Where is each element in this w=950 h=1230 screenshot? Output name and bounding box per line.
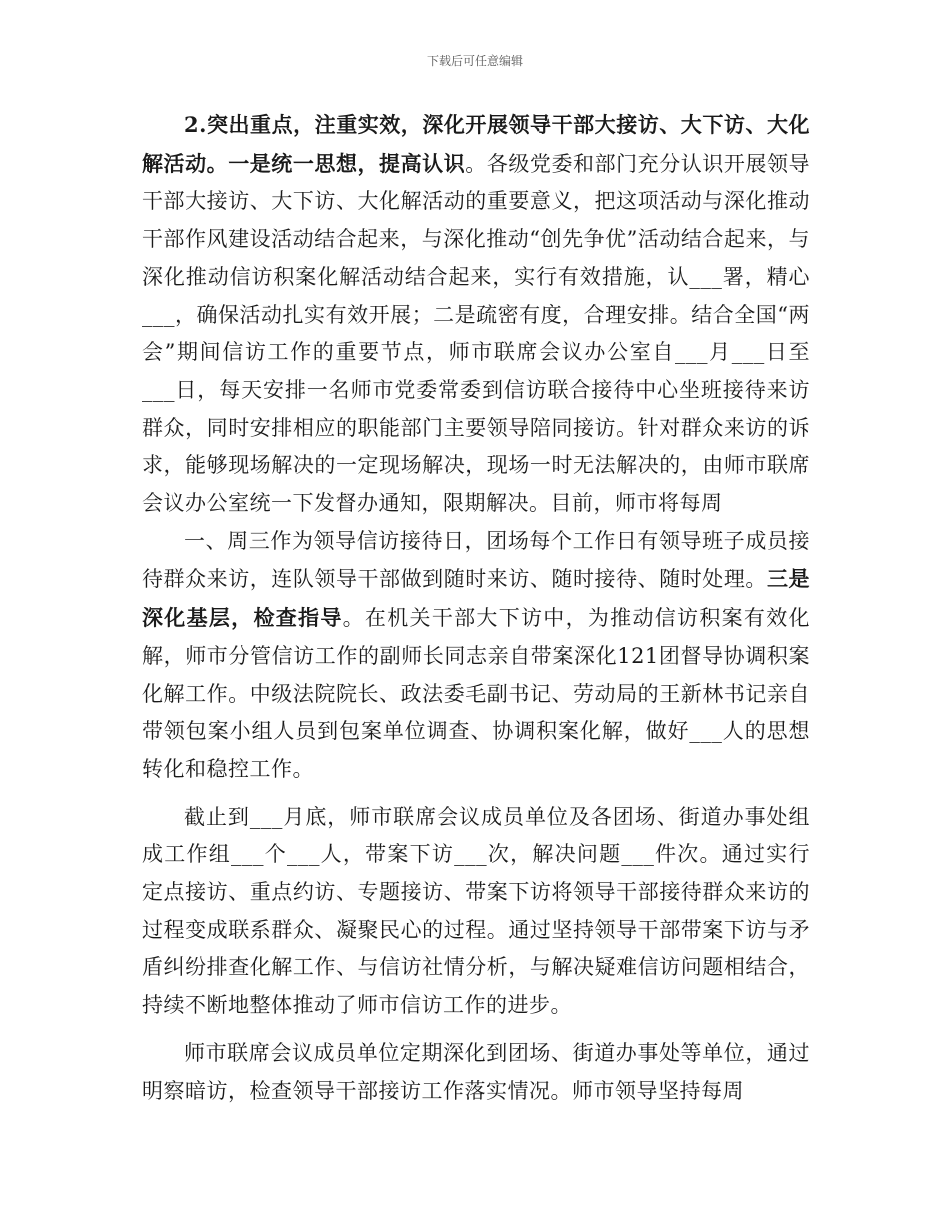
page-header: 下载后可任意编辑 <box>426 54 523 68</box>
paragraph-4: 师市联席会议成员单位定期深化到团场、街道办事处等单位，通过明察暗访，检查领导干部接访工作落实情况。师市领导坚持每周 <box>142 1040 810 1103</box>
document-body <box>142 106 810 1110</box>
paragraph-2-text-b: 。在机关干部大下访中，为推动信访积案有效化解，师市分管信访工作的副师长同志亲自带案深化121团督导协调积案化解工作。中级法院院长、政法委毛副书记、劳动局的王新林书记亲自带领包案小组人员到包案单位调查、协调积案化解，做好___人的思想转化和稳控工作。 <box>142 606 811 781</box>
paragraph-1-text: 。各级党委和部门充分认识开展领导干部大接访、大下访、大化解活动的重要意义，把这项活动与深化推动干部作风建设活动结合起来，与深化推动“创先争优”活动结合起来，与深化推动信访积案化解活动结合起来，实行有效措施，认___署，精心___，确保活动扎实有效开展；二是疏密有度，合理安排。结合全国“两会”期间信访工作的重要节点，师市联席会议办公室自___月___日至___日，每天安排一名师市党委常委到信访联合接待中心坐班接待来访群众，同时安排相应的职能部门主要领导陪同接访。针对群众来访的诉求，能够现场解决的一定现场解决，现场一时无法解决的，由师市联席会议办公室统一下发督办通知，限期解决。目前，师市将每周 <box>142 151 811 516</box>
paragraph-2 <box>142 523 810 789</box>
paragraph-2-text-a: 一、周三作为领导信访接待日，团场每个工作日有领导班子成员接待群众来访，连队领导干部做到随时来访、随时接待、随时处理。 <box>142 528 810 592</box>
subheading-1: 一是统一思想，提高认识 <box>228 150 466 176</box>
paragraph-3: 截止到___月底，师市联席会议成员单位及各团场、街道办事处组成工作组___个___人，带案下访___次，解决问题___件次。通过实行定点接访、重点约访、专题接访、带案下访将领导干部接待群众来访的过程变成联系群众、凝聚民心的过程。通过坚持领导干部带案下访与矛盾纠纷排查化解工作、与信访社情分析，与解决疑难信访问题相结合，持续不断地整体推动了师市信访工作的进步。 <box>142 804 810 1018</box>
subheading-3: 三是深化基层，检查指导 <box>142 566 811 631</box>
section-heading: 2.突出重点，注重实效，深化开展领导干部大接访、大下访、大化解活动。 <box>142 112 810 176</box>
paragraph-1 <box>142 106 810 523</box>
